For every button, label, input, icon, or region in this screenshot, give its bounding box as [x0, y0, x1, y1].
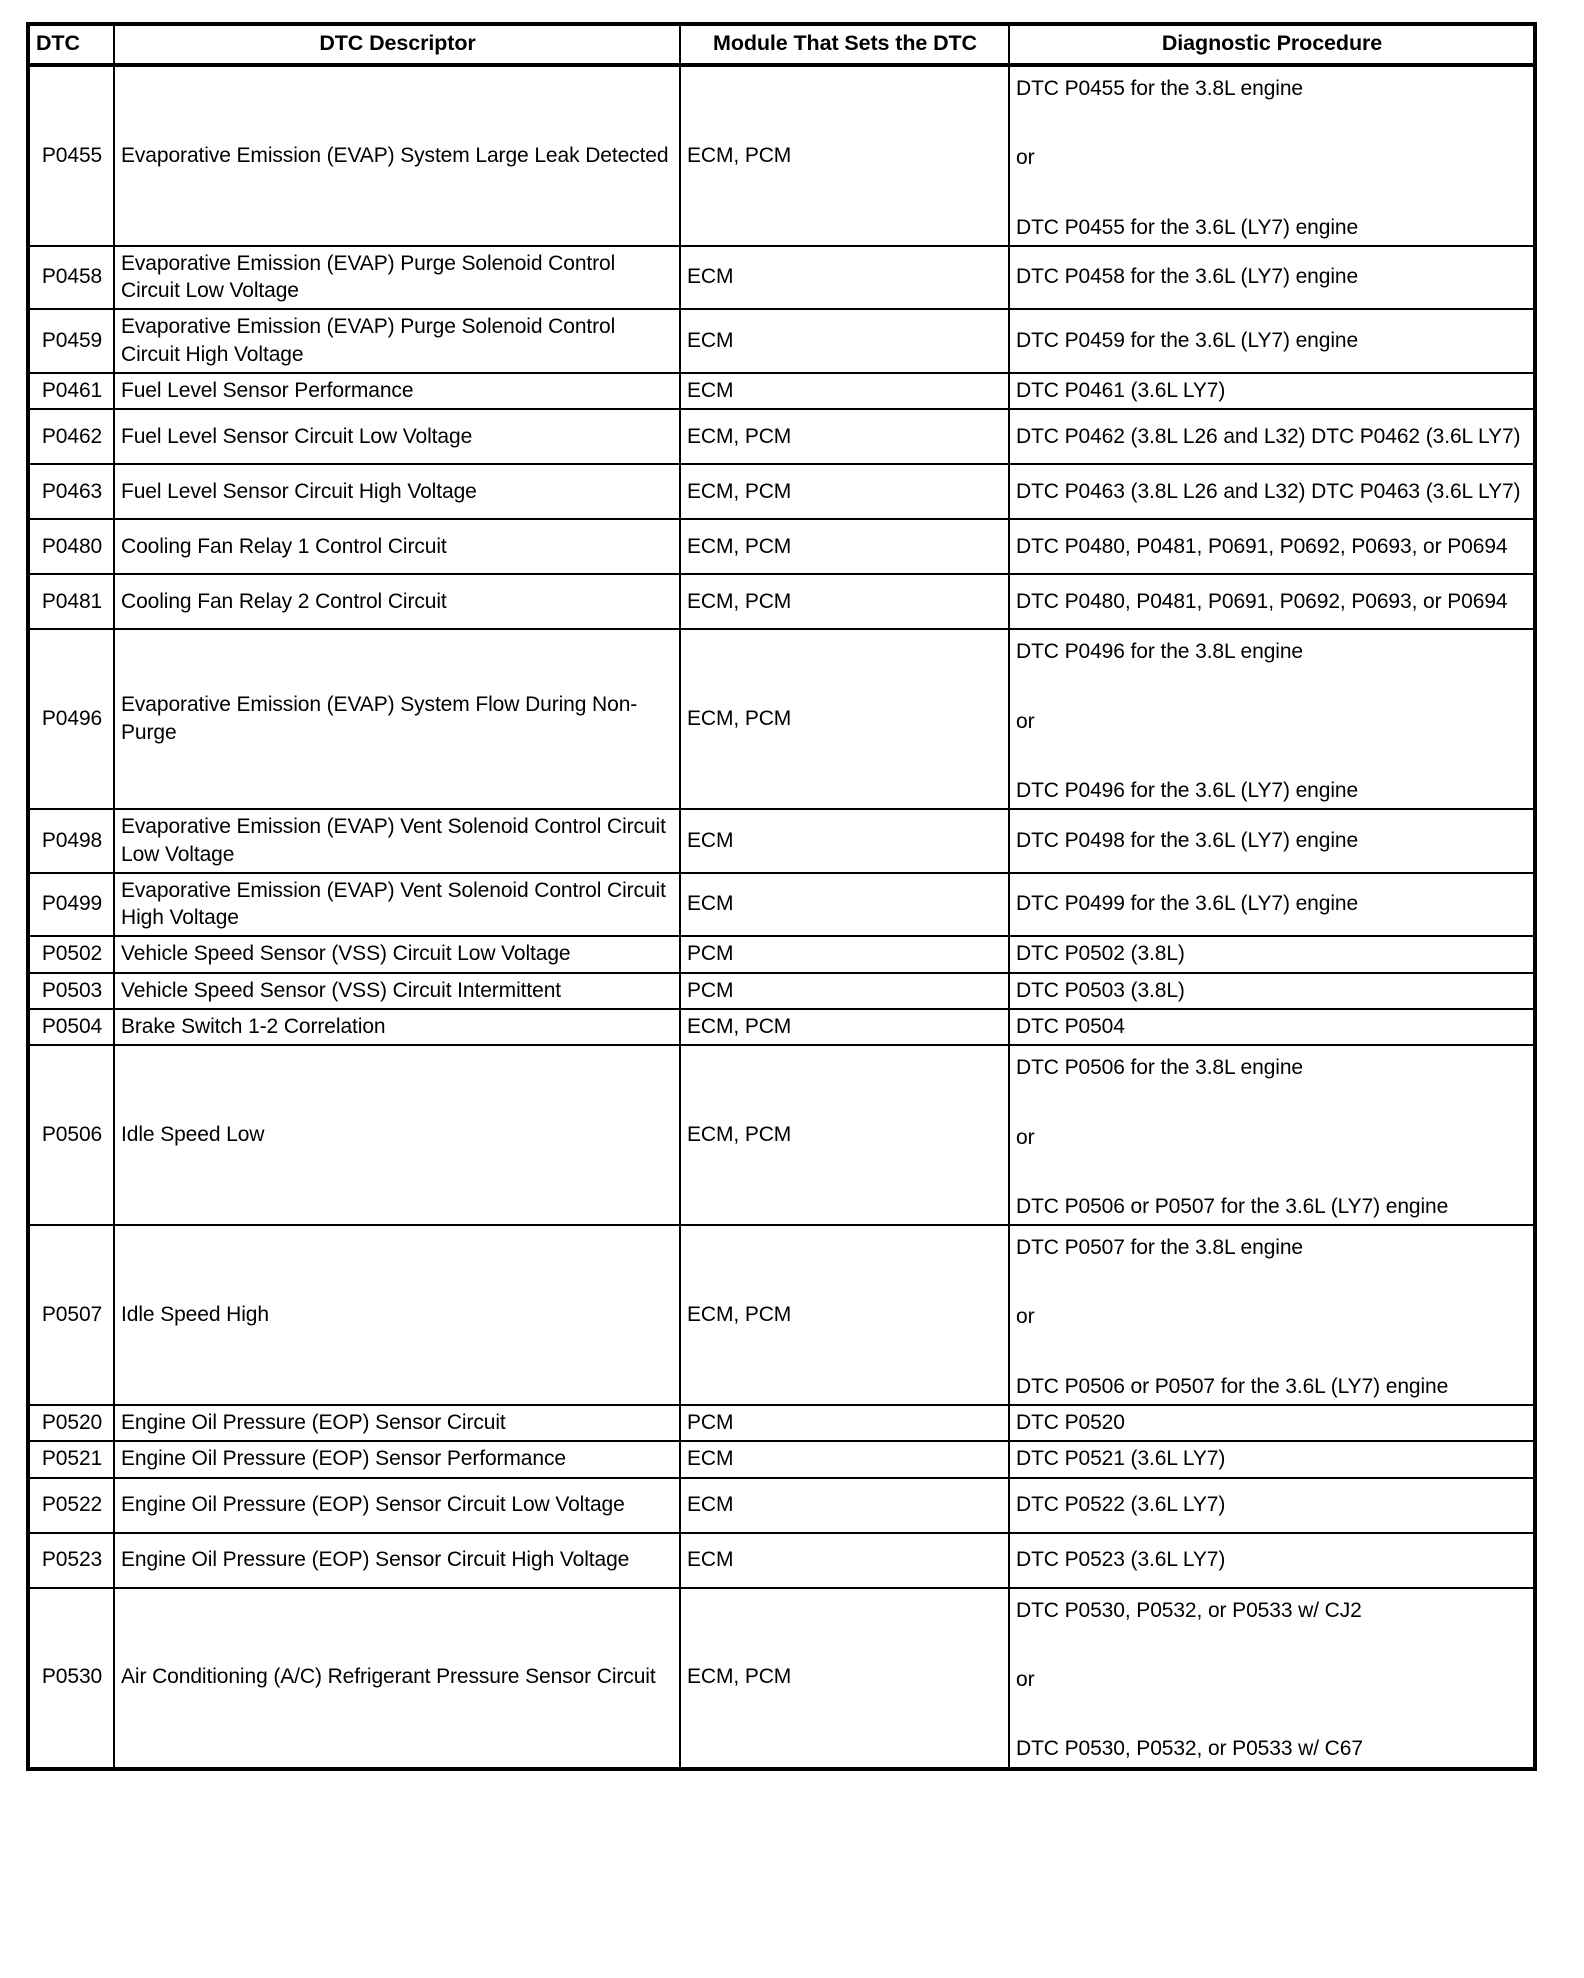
procedure-line: DTC P0506 or P0507 for the 3.6L (LY7) engine [1016, 1194, 1449, 1218]
cell-dtc-code: P0496 [28, 629, 114, 809]
procedure-line: DTC P0459 for the 3.6L (LY7) engine [1016, 329, 1359, 353]
procedure-line: or [1016, 1305, 1035, 1329]
cell-dtc-descriptor: Engine Oil Pressure (EOP) Sensor Circuit High Voltage [114, 1533, 680, 1588]
procedure-line: DTC P0461 (3.6L LY7) [1016, 379, 1226, 403]
table-row [28, 409, 1535, 464]
procedure-line: DTC P0480, P0481, P0691, P0692, P0693, or P0694 [1016, 589, 1508, 613]
cell-dtc-code: P0459 [28, 309, 114, 373]
procedure-line: DTC P0496 for the 3.6L (LY7) engine [1016, 778, 1359, 802]
table-body [28, 65, 1535, 1769]
table-row [28, 1045, 1535, 1225]
cell-module: ECM, PCM [680, 1225, 1009, 1405]
procedure-line: DTC P0506 or P0507 for the 3.6L (LY7) engine [1016, 1374, 1449, 1398]
procedure-line: DTC P0521 (3.6L LY7) [1016, 1447, 1226, 1471]
cell-diagnostic-procedure [1009, 1588, 1535, 1769]
procedure-line: DTC P0520 [1016, 1411, 1125, 1435]
cell-diagnostic-procedure [1009, 65, 1535, 246]
cell-module: ECM [680, 246, 1009, 310]
cell-module: ECM [680, 1441, 1009, 1477]
cell-module: ECM, PCM [680, 519, 1009, 574]
cell-module: ECM, PCM [680, 574, 1009, 629]
procedure-line: DTC P0506 for the 3.8L engine [1016, 1056, 1304, 1080]
cell-dtc-descriptor: Fuel Level Sensor Performance [114, 373, 680, 409]
cell-dtc-descriptor: Brake Switch 1-2 Correlation [114, 1009, 680, 1045]
cell-dtc-code: P0530 [28, 1588, 114, 1769]
procedure-spacer [1016, 172, 1528, 214]
procedure-spacer [1016, 1624, 1528, 1666]
cell-dtc-descriptor: Evaporative Emission (EVAP) Vent Solenoid Control Circuit High Voltage [114, 873, 680, 937]
cell-diagnostic-procedure [1009, 873, 1535, 937]
procedure-line: DTC P0458 for the 3.6L (LY7) engine [1016, 265, 1359, 289]
procedure-line: DTC P0504 [1016, 1014, 1125, 1038]
procedure-line: DTC P0455 for the 3.8L engine [1016, 76, 1304, 100]
table-row [28, 65, 1535, 246]
cell-dtc-descriptor: Evaporative Emission (EVAP) Purge Solenoid Control Circuit Low Voltage [114, 246, 680, 310]
table-header [28, 24, 1535, 65]
table-row [28, 873, 1535, 937]
cell-module: ECM [680, 1533, 1009, 1588]
cell-dtc-descriptor: Engine Oil Pressure (EOP) Sensor Circuit Low Voltage [114, 1478, 680, 1533]
cell-module: PCM [680, 973, 1009, 1009]
cell-dtc-descriptor: Evaporative Emission (EVAP) Vent Solenoid Control Circuit Low Voltage [114, 809, 680, 873]
cell-dtc-descriptor: Engine Oil Pressure (EOP) Sensor Circuit [114, 1405, 680, 1441]
column-header-dtc: DTC [28, 24, 114, 65]
table-row [28, 973, 1535, 1009]
procedure-spacer [1016, 1693, 1528, 1735]
procedure-line: DTC P0530, P0532, or P0533 w/ C67 [1016, 1737, 1363, 1761]
cell-dtc-code: P0522 [28, 1478, 114, 1533]
procedure-line: or [1016, 1667, 1035, 1691]
cell-dtc-code: P0502 [28, 936, 114, 972]
cell-diagnostic-procedure [1009, 1009, 1535, 1045]
procedure-line: DTC P0507 for the 3.8L engine [1016, 1236, 1304, 1260]
dtc-table [26, 22, 1537, 1771]
cell-diagnostic-procedure [1009, 519, 1535, 574]
cell-module: ECM, PCM [680, 1588, 1009, 1769]
cell-dtc-code: P0458 [28, 246, 114, 310]
procedure-line: DTC P0502 (3.8L) [1016, 942, 1185, 966]
table-row [28, 809, 1535, 873]
cell-dtc-code: P0507 [28, 1225, 114, 1405]
procedure-line: DTC P0530, P0532, or P0533 w/ CJ2 [1016, 1598, 1362, 1622]
procedure-line: DTC P0496 for the 3.8L engine [1016, 640, 1304, 664]
cell-diagnostic-procedure [1009, 246, 1535, 310]
cell-dtc-code: P0520 [28, 1405, 114, 1441]
cell-module: ECM [680, 873, 1009, 937]
table-row [28, 1588, 1535, 1769]
cell-dtc-code: P0521 [28, 1441, 114, 1477]
procedure-line: DTC P0455 for the 3.6L (LY7) engine [1016, 215, 1359, 239]
procedure-line: DTC P0522 (3.6L LY7) [1016, 1493, 1226, 1516]
cell-diagnostic-procedure [1009, 1441, 1535, 1477]
cell-diagnostic-procedure [1009, 309, 1535, 373]
cell-dtc-descriptor: Evaporative Emission (EVAP) Purge Solenoid Control Circuit High Voltage [114, 309, 680, 373]
cell-dtc-descriptor: Cooling Fan Relay 1 Control Circuit [114, 519, 680, 574]
cell-diagnostic-procedure [1009, 973, 1535, 1009]
cell-module: ECM, PCM [680, 1009, 1009, 1045]
cell-dtc-code: P0504 [28, 1009, 114, 1045]
column-header-module: Module That Sets the DTC [680, 24, 1009, 65]
cell-dtc-descriptor: Fuel Level Sensor Circuit Low Voltage [114, 409, 680, 464]
procedure-spacer [1016, 102, 1528, 144]
cell-dtc-descriptor: Vehicle Speed Sensor (VSS) Circuit Low Voltage [114, 936, 680, 972]
header-row [28, 24, 1535, 65]
table-row [28, 464, 1535, 519]
cell-dtc-code: P0523 [28, 1533, 114, 1588]
table-row [28, 373, 1535, 409]
procedure-spacer [1016, 1331, 1528, 1373]
cell-dtc-code: P0463 [28, 464, 114, 519]
table-row [28, 1225, 1535, 1405]
cell-dtc-descriptor: Evaporative Emission (EVAP) System Large Leak Detected [114, 65, 680, 246]
column-header-procedure: Diagnostic Procedure [1009, 24, 1535, 65]
cell-diagnostic-procedure [1009, 1225, 1535, 1405]
cell-diagnostic-procedure [1009, 629, 1535, 809]
table-row [28, 1478, 1535, 1533]
procedure-spacer [1016, 1261, 1528, 1303]
cell-module: PCM [680, 936, 1009, 972]
table-row [28, 1405, 1535, 1441]
cell-dtc-descriptor: Engine Oil Pressure (EOP) Sensor Performance [114, 1441, 680, 1477]
cell-diagnostic-procedure [1009, 809, 1535, 873]
cell-module: ECM [680, 1478, 1009, 1533]
cell-dtc-code: P0506 [28, 1045, 114, 1225]
cell-dtc-descriptor: Vehicle Speed Sensor (VSS) Circuit Intermittent [114, 973, 680, 1009]
procedure-line: DTC P0499 for the 3.6L (LY7) engine [1016, 892, 1359, 916]
table-row [28, 936, 1535, 972]
cell-dtc-descriptor: Cooling Fan Relay 2 Control Circuit [114, 574, 680, 629]
procedure-line: or [1016, 709, 1035, 733]
cell-dtc-code: P0480 [28, 519, 114, 574]
cell-diagnostic-procedure [1009, 409, 1535, 464]
cell-diagnostic-procedure [1009, 574, 1535, 629]
procedure-spacer [1016, 1082, 1528, 1124]
cell-dtc-code: P0461 [28, 373, 114, 409]
cell-dtc-code: P0499 [28, 873, 114, 937]
cell-diagnostic-procedure [1009, 464, 1535, 519]
procedure-line: or [1016, 146, 1035, 170]
table-row [28, 519, 1535, 574]
cell-module: ECM, PCM [680, 1045, 1009, 1225]
cell-module: ECM, PCM [680, 629, 1009, 809]
procedure-line: DTC P0498 for the 3.6L (LY7) engine [1016, 828, 1359, 852]
cell-dtc-code: P0498 [28, 809, 114, 873]
procedure-line: DTC P0463 (3.8L L26 and L32) DTC P0463 (3.6L LY7) [1016, 479, 1521, 503]
cell-dtc-code: P0503 [28, 973, 114, 1009]
cell-module: PCM [680, 1405, 1009, 1441]
table-row [28, 629, 1535, 809]
procedure-line: DTC P0480, P0481, P0691, P0692, P0693, or P0694 [1016, 534, 1508, 558]
cell-diagnostic-procedure [1009, 1533, 1535, 1588]
cell-dtc-descriptor: Fuel Level Sensor Circuit High Voltage [114, 464, 680, 519]
cell-dtc-code: P0455 [28, 65, 114, 246]
cell-module: ECM, PCM [680, 464, 1009, 519]
cell-module: ECM [680, 373, 1009, 409]
procedure-line: or [1016, 1125, 1035, 1149]
procedure-line: DTC P0503 (3.8L) [1016, 978, 1185, 1002]
cell-diagnostic-procedure [1009, 1045, 1535, 1225]
procedure-spacer [1016, 666, 1528, 708]
procedure-line: DTC P0523 (3.6L LY7) [1016, 1548, 1226, 1571]
table-row [28, 309, 1535, 373]
cell-diagnostic-procedure [1009, 1478, 1535, 1533]
table-row [28, 1533, 1535, 1588]
table-row [28, 1441, 1535, 1477]
cell-dtc-descriptor: Evaporative Emission (EVAP) System Flow During Non-Purge [114, 629, 680, 809]
cell-module: ECM, PCM [680, 409, 1009, 464]
cell-diagnostic-procedure [1009, 373, 1535, 409]
cell-dtc-descriptor: Idle Speed High [114, 1225, 680, 1405]
procedure-spacer [1016, 1151, 1528, 1193]
cell-dtc-descriptor: Idle Speed Low [114, 1045, 680, 1225]
cell-diagnostic-procedure [1009, 936, 1535, 972]
cell-dtc-code: P0462 [28, 409, 114, 464]
cell-module: ECM, PCM [680, 65, 1009, 246]
table-row [28, 1009, 1535, 1045]
cell-dtc-code: P0481 [28, 574, 114, 629]
cell-dtc-descriptor: Air Conditioning (A/C) Refrigerant Pressure Sensor Circuit [114, 1588, 680, 1769]
column-header-descriptor: DTC Descriptor [114, 24, 680, 65]
table-row [28, 246, 1535, 310]
table-row [28, 574, 1535, 629]
cell-module: ECM [680, 309, 1009, 373]
procedure-spacer [1016, 735, 1528, 777]
procedure-line: DTC P0462 (3.8L L26 and L32) DTC P0462 (3.6L LY7) [1016, 424, 1521, 448]
cell-diagnostic-procedure [1009, 1405, 1535, 1441]
cell-module: ECM [680, 809, 1009, 873]
